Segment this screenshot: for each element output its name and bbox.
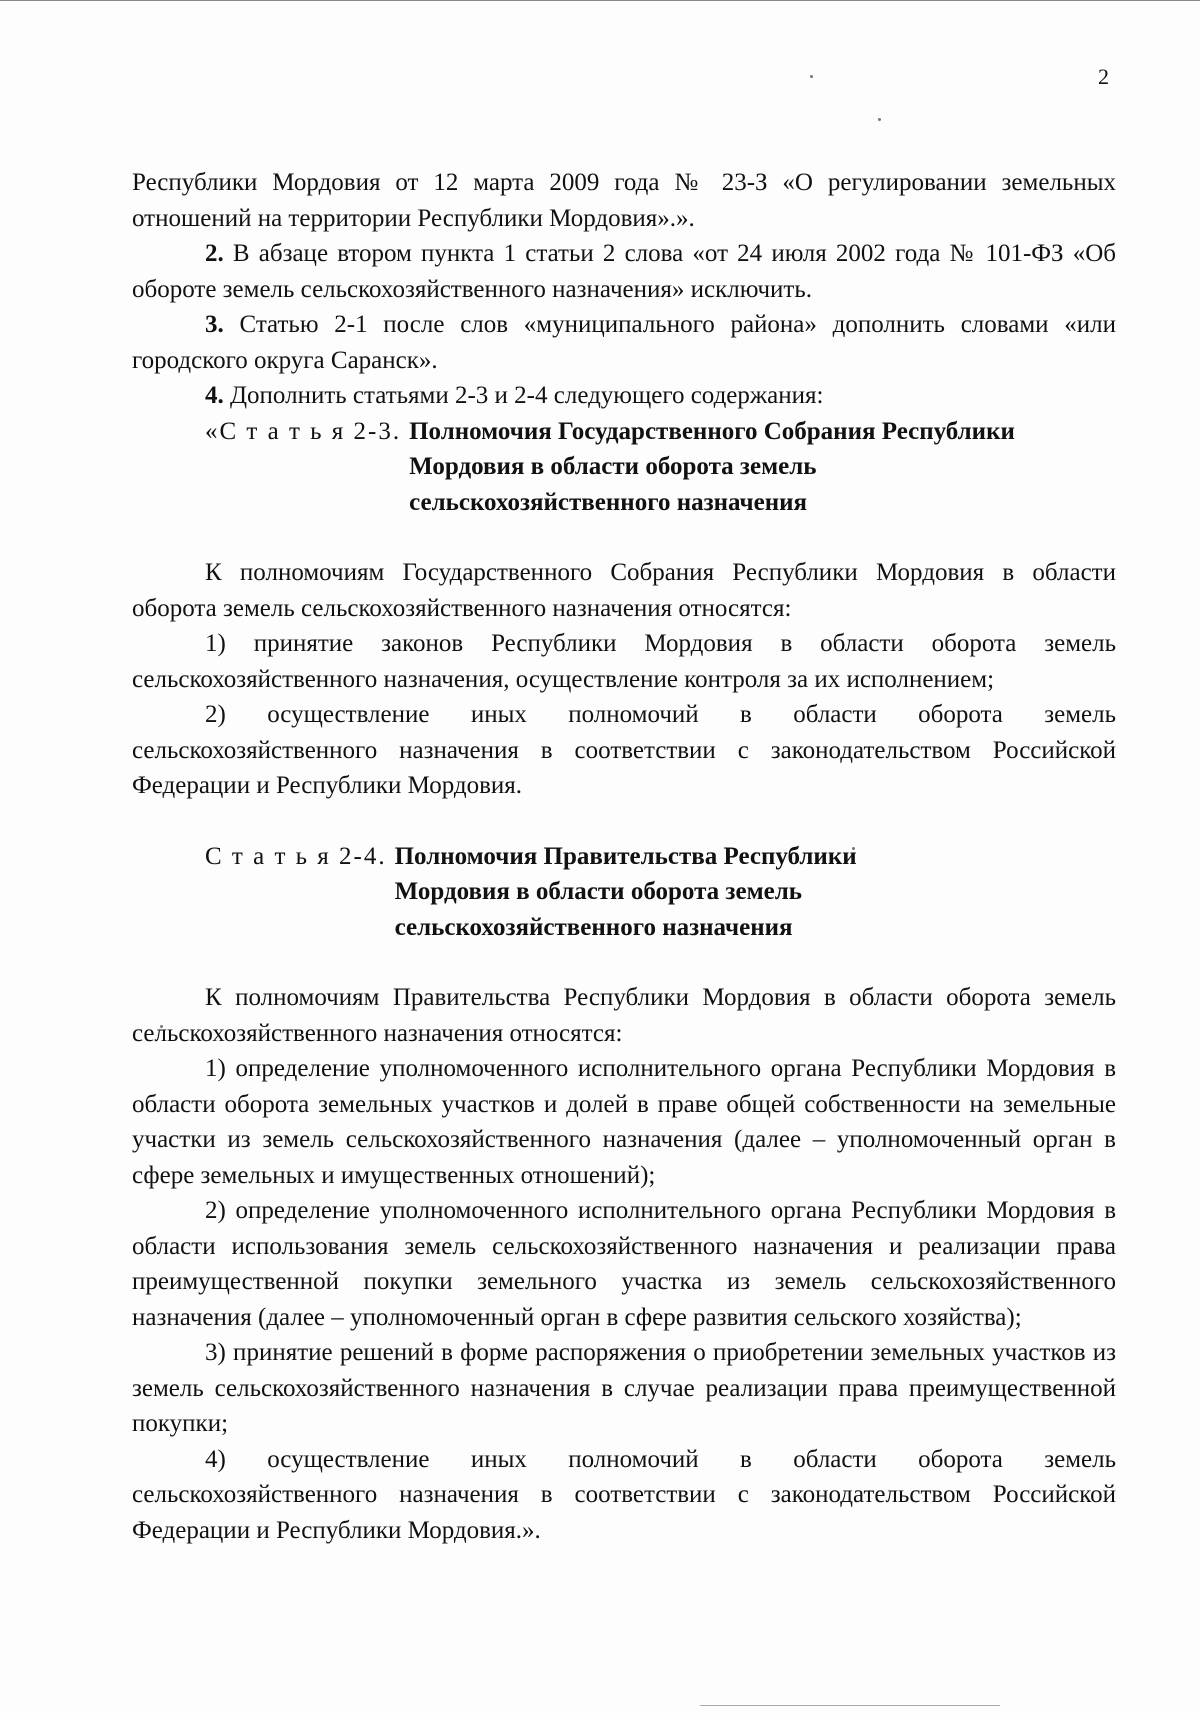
article-title-line: Мордовия в области оборота земель [409,453,817,480]
amendment-item-4 [132,378,1116,414]
article-2-3-item: 1) принятие законов Республики Мордовия в области оборота земель сельскохозяйственного назначения, осуществление контроля за их исполнением; [132,630,1116,693]
scan-speck [878,118,881,121]
article-title-line: Полномочия Государственного Собрания Республики [409,417,1015,445]
item-number: 3. [205,311,224,338]
article-title [409,414,1015,521]
article-2-3-heading [205,414,1116,521]
scan-speck [810,75,813,78]
item-text: В абзаце втором пункта 1 статьи 2 слова «от 24 июля 2002 года № 101-ФЗ «Об обороте земель сельскохозяйственного назначения» исключить. [132,240,1116,303]
article-title-line: сельскохозяйственного назначения [394,913,793,941]
article-2-3-intro: К полномочиям Государственного Собрания Республики Мордовия в области оборота земель сельскохозяйственного назначения относятся: [132,559,1116,622]
article-2-4-intro: К полномочиям Правительства Республики Мордовия в области оборота земель сельскохозяйственного назначения относятся: [132,984,1116,1047]
article-2-4-item: 1) определение уполномоченного исполнительного органа Республики Мордовия в области оборота земельных участков и долей в праве общей собственности на земельные участки из земель сельскохозяйственного назначения (далее – уполномоченный орган в сфере земельных и имущественных отношений); [132,1055,1116,1189]
spacer [132,945,1116,980]
item-number: 2. [205,240,224,267]
amendment-item-3 [132,307,1116,378]
document-body [132,165,1116,1548]
scan-bottom-edge [700,1705,1000,1706]
article-title-line: Мордовия в области оборота земель [394,878,802,905]
article-2-4-heading [205,839,1116,946]
article-label: «С т а т ь я 2-3. [205,417,402,445]
article-title-line: сельскохозяйственного назначения [409,488,808,516]
article-2-4-item: 4) осуществление иных полномочий в области оборота земель сельскохозяйственного назначения в соответствии с законодательством Российской Федерации и Республики Мордовия.». [132,1445,1116,1544]
spacer [132,520,1116,555]
item-number: 4. [205,382,224,409]
article-title-line: Полномочия Правительства Республики [394,842,857,870]
article-2-4-item: 2) определение уполномоченного исполнительного органа Республики Мордовия в области использования земель сельскохозяйственного назначения и реализации права преимущественной покупки земельного участка из земель сельскохозяйственного назначения (далее – уполномоченный орган в сфере развития сельского хозяйства); [132,1197,1116,1331]
article-title [395,839,857,946]
item-text: Дополнить статьями 2-3 и 2-4 следующего содержания: [223,382,824,409]
paragraph-continuation: Республики Мордовия от 12 марта 2009 года № 23-З «О регулировании земельных отношений на территории Республики Мордовия».». [132,169,1116,232]
article-2-3-item: 2) осуществление иных полномочий в области оборота земель сельскохозяйственного назначения в соответствии с законодательством Российской Федерации и Республики Мордовия. [132,701,1116,799]
spacer [132,804,1116,839]
amendment-item-2 [132,236,1116,307]
scan-top-edge [0,0,1200,1]
item-text: Статью 2-1 после слов «муниципального района» дополнить словами «или городского округа Саранск». [132,311,1116,374]
article-label: С т а т ь я 2-4. [205,842,387,870]
page-number: 2 [1098,64,1109,89]
article-2-4-item: 3) принятие решений в форме распоряжения о приобретении земельных участков из земель сельскохозяйственного назначения в случае реализации права преимущественной покупки; [132,1339,1116,1437]
